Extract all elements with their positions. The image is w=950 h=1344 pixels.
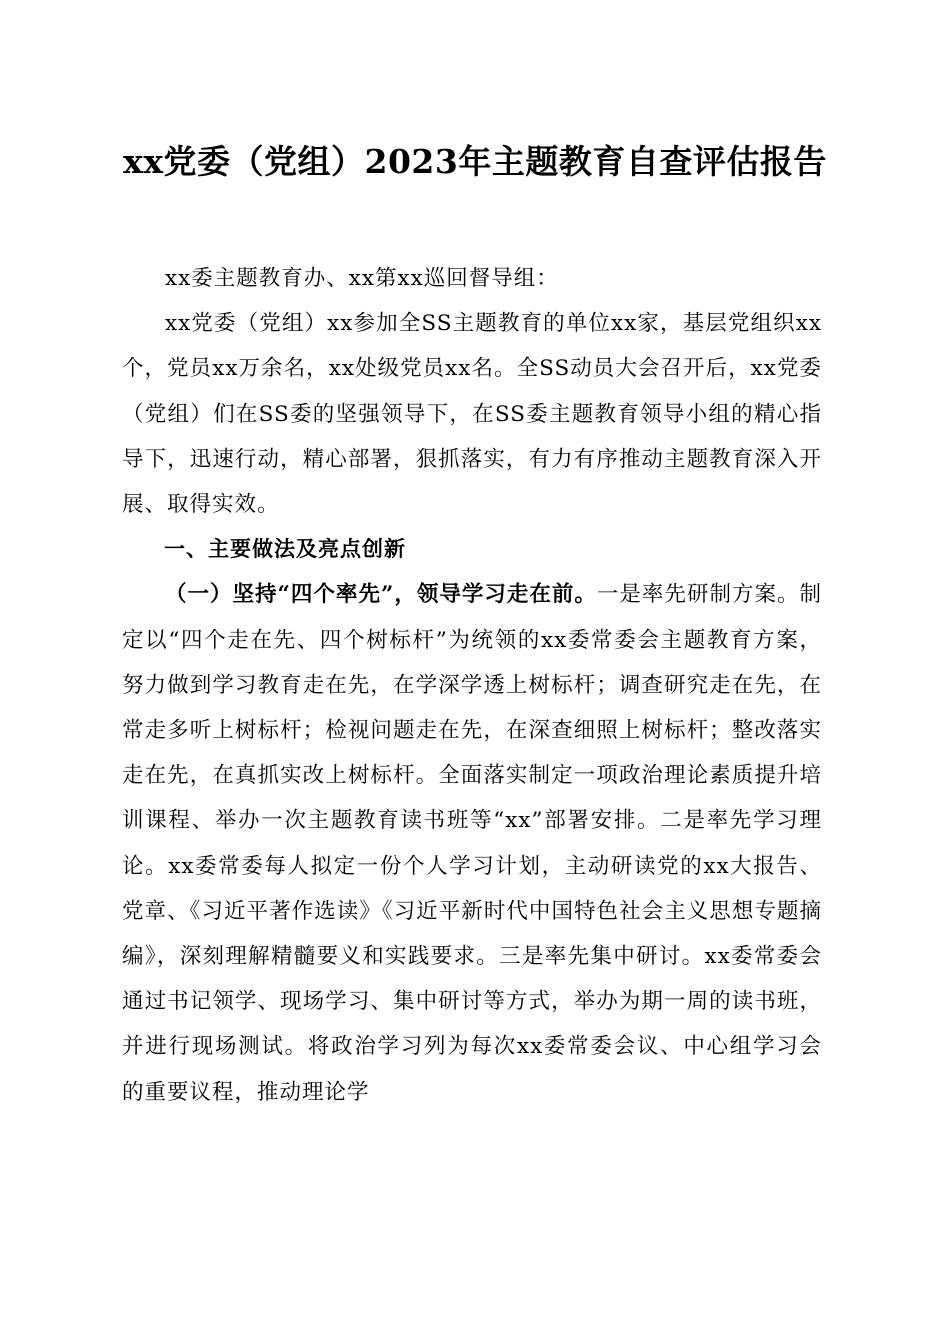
- subsection-body: 一是率先研制方案。制定以“四个走在先、四个树标杆”为统领的xx委常委会主题教育方案，努力做到学习教育走在先，在学深学透上树标杆；调查研究走在先，在常走多听上树标杆；检视问题走在先，在深查细照上树标杆；整改落实走在先，在真抓实改上树标杆。全面落实制定一项政治理论素质提升培训课程、举办一次主题教育读书班等“xx”部署安排。二是率先学习理论。xx委常委每人拟定一份个人学习计划，主动研读党的xx大报告、党章、《习近平著作选读》《习近平新时代中国特色社会主义思想专题摘编》，深刻理解精髓要义和实践要求。三是率先集中研讨。xx委常委会通过书记领学、现场学习、集中研讨等方式，举办为期一周的读书班，并进行现场测试。将政治学习列为每次xx委常委会议、中心组学习会的重要议程，推动理论学: [122, 582, 822, 1105]
- intro-paragraph: xx党委（党组）xx参加全SS主题教育的单位xx家，基层党组织xx个，党员xx万余名，xx处级党员xx名。全SS动员大会召开后，xx党委（党组）们在SS委的坚强领导下，在SS委主题教育领导小组的精心指导下，迅速行动，精心部署，狠抓落实，有力有序推动主题教育深入开展、取得实效。: [122, 311, 822, 518]
- subsection-heading: （一）坚持“四个率先”，领导学习走在前。: [165, 582, 597, 608]
- section-heading: 一、主要做法及亮点创新: [164, 537, 406, 562]
- subsection-paragraph: [122, 572, 822, 1114]
- document-body: [122, 256, 822, 1115]
- salutation: xx委主题教育办、xx第xx巡回督导组：: [165, 266, 559, 291]
- document-title: xx党委（党组）2023年主题教育自查评估报告: [123, 142, 827, 181]
